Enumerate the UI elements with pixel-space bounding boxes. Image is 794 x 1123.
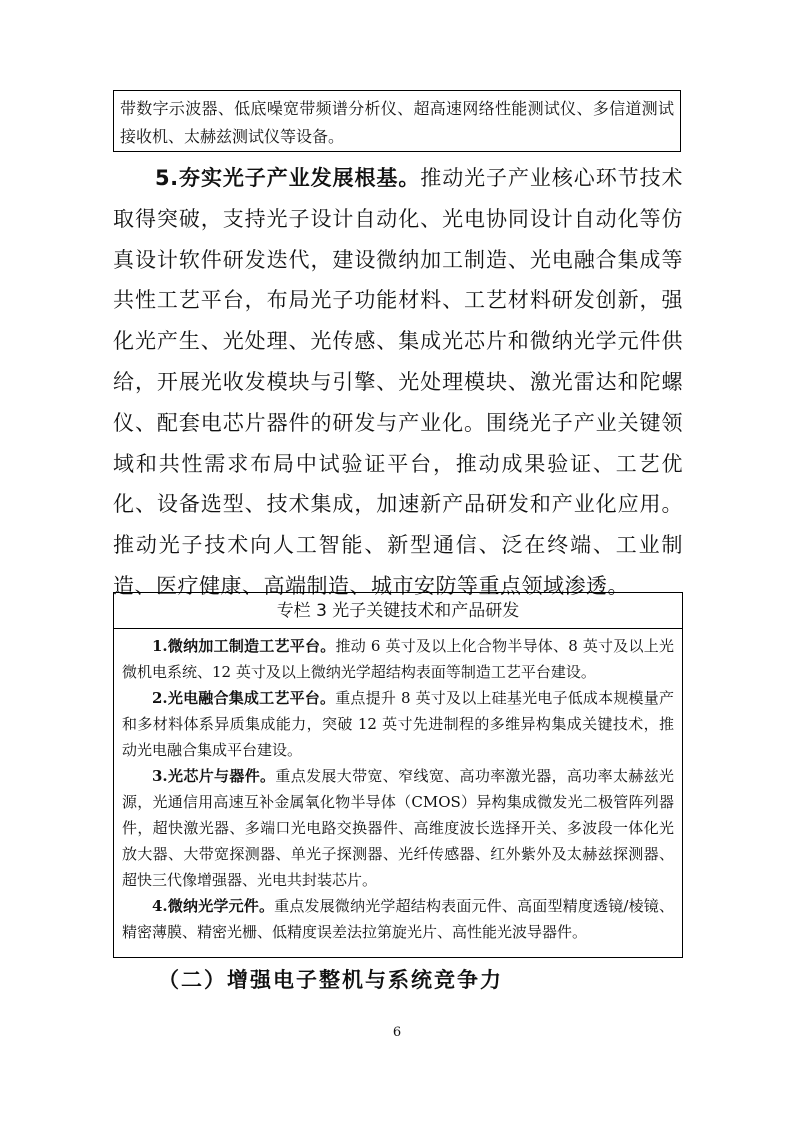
column-item xyxy=(122,633,674,685)
column-item-text: 推动 6 英寸及以上化合物半导体、8 英寸及以上光微机电系统、12 英寸及以上微纳光学超结构表面等制造工艺平台建设。 xyxy=(122,637,674,681)
column-item-lead: 2.光电融合集成工艺平台。 xyxy=(152,689,336,707)
paragraph-text: 推动光子产业核心环节技术取得突破，支持光子设计自动化、光电协同设计自动化等仿真设计软件研发迭代，建设微纳加工制造、光电融合集成等共性工艺平台，布局光子功能材料、工艺材料研发创新，强化光产生、光处理、光传感、集成光芯片和微纳光学元件供给，开展光收发模块与引擎、光处理模块、激光雷达和陀螺仪、配套电芯片器件的研发与产业化。围绕光子产业关键领域和共性需求布局中试验证平台，推动成果验证、工艺优化、设备选型、技术集成，加速新产品研发和产业化应用。推动光子技术向人工智能、新型通信、泛在终端、工业制造、医疗健康、高端制造、城市安防等重点领域渗透。 xyxy=(113,166,684,598)
column-box-body xyxy=(114,629,682,945)
column-box-title: 专栏 3 光子关键技术和产品研发 xyxy=(114,593,682,629)
body-paragraph xyxy=(113,158,683,607)
column-item-lead: 3.光芯片与器件。 xyxy=(152,767,276,785)
column-item-lead: 4.微纳光学元件。 xyxy=(152,897,275,915)
continued-column-box xyxy=(113,90,681,152)
paragraph-lead: 5.夯实光子产业发展根基。 xyxy=(155,166,421,190)
continued-column-text: 带数字示波器、低底噪宽带频谱分析仪、超高速网络性能测试仪、多信道测试接收机、太赫兹测试仪等设备。 xyxy=(120,99,674,146)
section-heading: （二）增强电子整机与系统竞争力 xyxy=(158,968,503,992)
column-item-text: 重点发展大带宽、窄线宽、高功率激光器，高功率太赫兹光源，光通信用高速互补金属氧化物半导体（CMOS）异构集成微发光二极管阵列器件，超快激光器、多端口光电路交换器件、高维度波长选择开关、多波段一体化光放大器、大带宽探测器、单光子探测器、光纤传感器、红外紫外及太赫兹探测器、超快三代像增强器、光电共封装芯片。 xyxy=(122,767,674,889)
column-item-text: 重点发展微纳光学超结构表面元件、高面型精度透镜/棱镜、精密薄膜、精密光栅、低精度误差法拉第旋光片、高性能光波导器件。 xyxy=(122,897,674,941)
page-number: 6 xyxy=(392,1025,402,1040)
column-item xyxy=(122,763,674,893)
column-item xyxy=(122,685,674,763)
column-item-lead: 1.微纳加工制造工艺平台。 xyxy=(152,637,336,655)
column-item-text: 重点提升 8 英寸及以上硅基光电子低成本规模量产和多材料体系异质集成能力，突破 12 英寸先进制程的多维异构集成关键技术，推动光电融合集成平台建设。 xyxy=(122,689,674,759)
column-item xyxy=(122,893,674,945)
column-box-3 xyxy=(113,592,683,958)
